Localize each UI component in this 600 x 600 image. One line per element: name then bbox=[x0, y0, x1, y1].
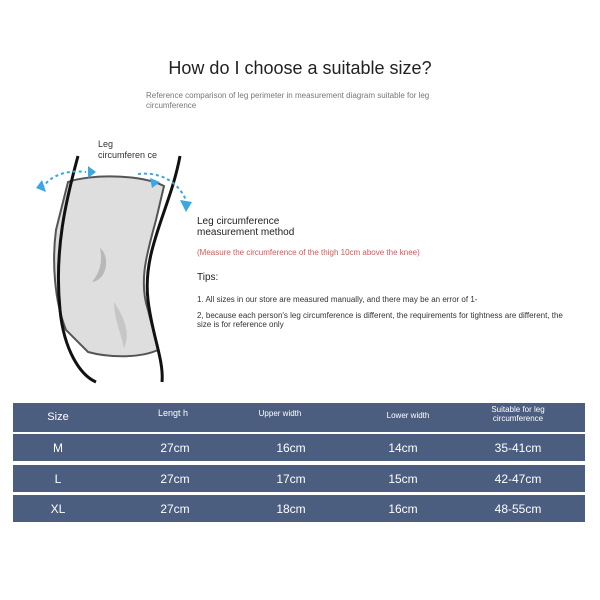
cell-circumference: 48-55cm bbox=[494, 502, 542, 516]
cell-upper-width: 17cm bbox=[276, 472, 306, 486]
cell-lower-width: 14cm bbox=[388, 441, 418, 455]
tip-item-1: 1. All sizes in our store are measured manually, and there may be an error of 1- bbox=[197, 295, 478, 304]
table-row bbox=[13, 465, 585, 492]
cell-size: M bbox=[53, 441, 63, 455]
header-upper-width: Upper width bbox=[258, 409, 302, 418]
header-lower-width: Lower width bbox=[386, 411, 430, 420]
cell-length: 27cm bbox=[160, 441, 190, 455]
cell-upper-width: 18cm bbox=[276, 502, 306, 516]
tips-label: Tips: bbox=[197, 272, 219, 283]
size-table-header bbox=[13, 403, 585, 432]
subtitle: Reference comparison of leg perimeter in measurement diagram suitable for leg circumference bbox=[146, 91, 430, 110]
cell-length: 27cm bbox=[160, 472, 190, 486]
arrow-head-left bbox=[36, 180, 46, 192]
cell-size: XL bbox=[50, 502, 66, 516]
leg-circumference-label: Leg circumferen ce bbox=[98, 139, 158, 160]
cell-size: L bbox=[54, 472, 62, 486]
table-row bbox=[13, 495, 585, 522]
header-suitable-circumference: Suitable for leg circumference bbox=[491, 405, 545, 423]
cell-lower-width: 16cm bbox=[388, 502, 418, 516]
cell-circumference: 42-47cm bbox=[494, 472, 542, 486]
measurement-method-label: Leg circumference measurement method bbox=[197, 216, 295, 238]
header-length: Lengt h bbox=[157, 408, 189, 418]
header-size: Size bbox=[47, 411, 69, 423]
cell-circumference: 35-41cm bbox=[494, 441, 542, 455]
knee-sleeve-diagram bbox=[30, 130, 210, 390]
cell-upper-width: 16cm bbox=[276, 441, 306, 455]
cell-lower-width: 15cm bbox=[388, 472, 418, 486]
tip-item-2: 2, because each person's leg circumference is different, the requirements for tightness are different, the size is for reference only bbox=[197, 311, 563, 329]
arrow-head-right bbox=[180, 200, 192, 212]
table-row bbox=[13, 434, 585, 461]
measurement-note: (Measure the circumference of the thigh 10cm above the knee) bbox=[197, 248, 420, 257]
page-title: How do I choose a suitable size? bbox=[168, 58, 432, 78]
cell-length: 27cm bbox=[160, 502, 190, 516]
